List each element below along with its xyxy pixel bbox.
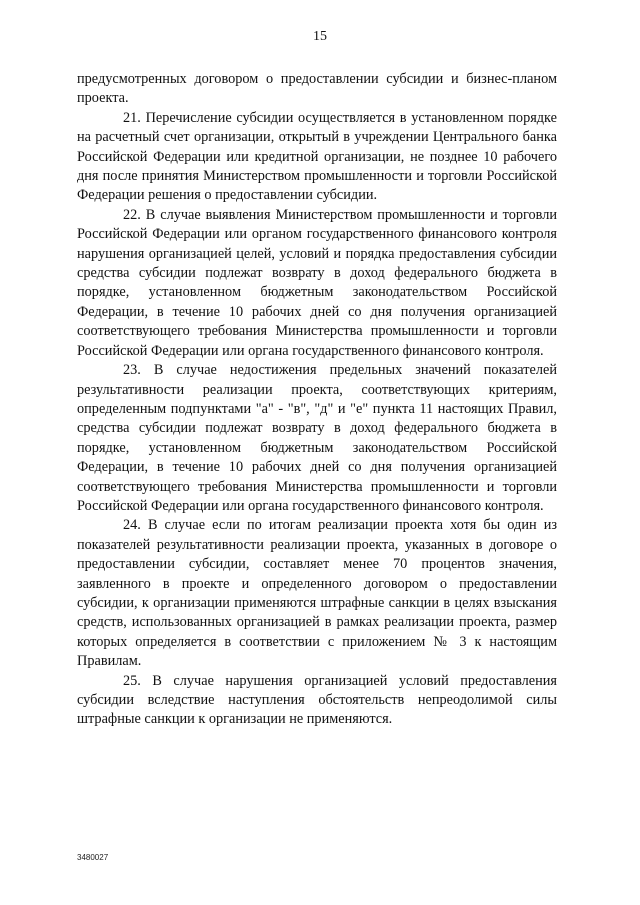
paragraph-23: 23. В случае недостижения предельных значений показателей результативности реализации проекта, соответствующих критериям, определенным подпунктами "а" - "в", "д" и "е" пункта 11 настоящих Правил, средства субсидии подлежат возврату в доход федерального бюджета в порядке, установленном бюджетным законодательством Российской Федерации, в течение 10 рабочих дней со дня получения организацией соответствующего требования Министерства промышленности и торговли Российской Федерации или органа государственного финансового контроля.: [77, 362, 557, 514]
document-body: [77, 70, 557, 730]
paragraph-25: 25. В случае нарушения организацией условий предоставления субсидии вследствие наступления обстоятельств непреодолимой силы штрафные санкции к организации не применяются.: [77, 672, 557, 728]
paragraph-22: 22. В случае выявления Министерством промышленности и торговли Российской Федерации или органом государственного финансового контроля нарушения организацией целей, условий и порядка предоставления субсидии средства субсидии подлежат возврату в доход федерального бюджета в порядке, установленном бюджетным законодательством Российской Федерации, в течение 10 рабочих дней со дня получения организацией соответствующего требования Министерства промышленности и торговли Российской Федерации или органа государственного финансового контроля.: [77, 206, 557, 359]
page-number: 15: [313, 29, 327, 44]
document-code: 3480027: [77, 853, 109, 862]
paragraph-21: 21. Перечисление субсидии осуществляется в установленном порядке на расчетный счет организации, открытый в учреждении Центрального банка Российской Федерации или кредитной организации, не позднее 10 рабочего дня после принятия Министерством промышленности и торговли Российской Федерации решения о предоставлении субсидии.: [77, 109, 557, 204]
paragraph-continuation: предусмотренных договором о предоставлении субсидии и бизнес-планом проекта.: [77, 71, 557, 107]
paragraph-24: 24. В случае если по итогам реализации проекта хотя бы один из показателей результативности реализации проекта, указанных в договоре о предоставлении субсидии, составляет менее 70 процентов значения, заявленного в проекте и определенного договором о предоставлении субсидии, к организации применяются штрафные санкции в целях взыскания средств, использованных организацией в рамках реализации проекта, размер которых определяется в соответствии с приложением № 3 к настоящим Правилам.: [77, 517, 557, 670]
